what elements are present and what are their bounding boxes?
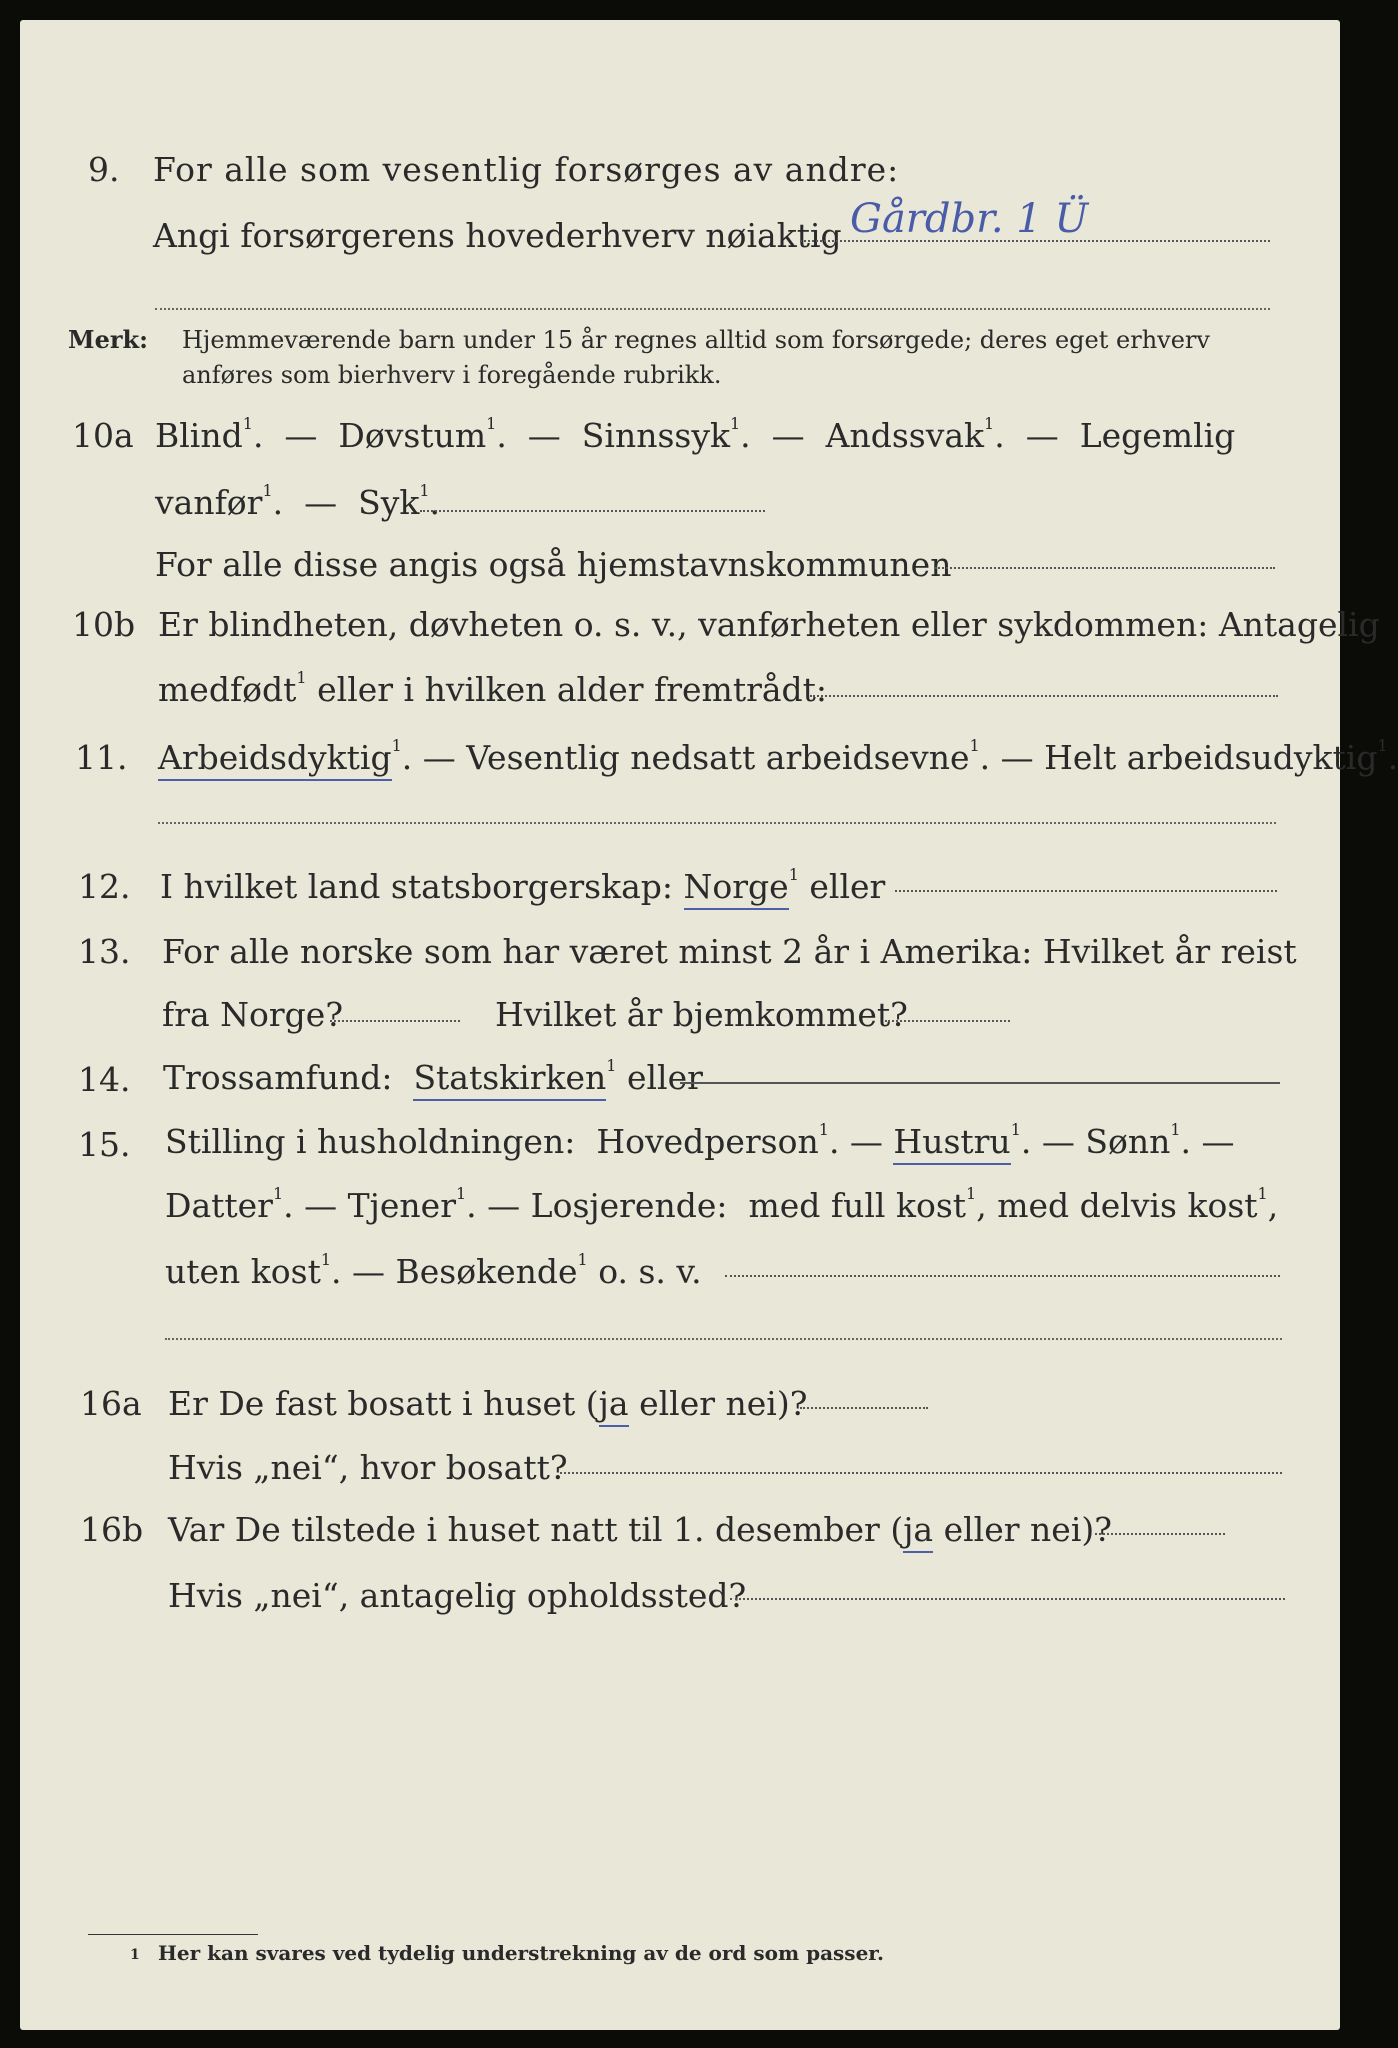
q10b-number: 10b (72, 605, 136, 644)
q9-number: 9. (88, 150, 120, 189)
q15-number: 15. (78, 1125, 131, 1164)
q16a-bosatt-line (560, 1472, 1282, 1474)
q9-line2: Angi forsørgerens hovederhverv nøiaktig (153, 216, 842, 255)
q12-line: I hvilket land statsborgerskap: Norge$^1$ eller (160, 867, 885, 907)
q10b-line2: medfødt$^1$ eller i hvilken alder fremtrådt: (158, 668, 828, 709)
q11-separator (158, 822, 1276, 824)
q10a-syk-line (420, 510, 765, 512)
merk-label: Merk: (68, 325, 148, 354)
q16b-line2: Hvis „nei“, antagelig opholdssted? (168, 1576, 747, 1615)
q10a-line3: For alle disse angis også hjemstavnskommunen (155, 545, 952, 584)
q13-hjemkommet: Hvilket år bjemkommet? (495, 995, 908, 1034)
q13-fra-norge: fra Norge? (162, 995, 344, 1034)
q9-separator (155, 308, 1270, 310)
q12-answer-line (895, 890, 1277, 892)
q16a-line1: Er De fast bosatt i huset (ja eller nei)? (168, 1384, 807, 1424)
footnote-rule (88, 1934, 258, 1935)
q10b-line1: Er blindheten, døvheten o. s. v., vanførheten eller sykdommen: Antagelig (158, 605, 1380, 644)
q14-number: 14. (78, 1060, 131, 1099)
q10b-answer-line (810, 695, 1278, 697)
q16a-answer-line (800, 1407, 928, 1409)
q11-line: Arbeidsdyktig$^1$. — Vesentlig nedsatt arbeidsevne$^1$. — Helt arbeidsudyktig$^1$. (158, 738, 1398, 778)
q14-line: Trossamfund: Statskirken$^1$ eller (163, 1058, 703, 1098)
q14-answer-line (680, 1082, 1280, 1084)
footnote-mark: 1 (130, 1947, 140, 1963)
q15-separator (165, 1338, 1282, 1340)
q10a-kommune-line (935, 567, 1275, 569)
q9-handwritten-answer: Gårdbr. 1 Ü (850, 196, 1089, 242)
q15-line3: uten kost$^1$. — Besøkende$^1$ o. s. v. (165, 1250, 702, 1291)
q12-number: 12. (78, 867, 131, 906)
q16b-answer-line (1095, 1533, 1225, 1535)
q15-line2: Datter$^1$. — Tjener$^1$. — Losjerende: med full kost$^1$, med delvis kost$^1$, (165, 1184, 1279, 1225)
q16a-number: 16a (80, 1384, 142, 1423)
q13-number: 13. (78, 932, 131, 971)
q11-number: 11. (75, 738, 128, 777)
q16b-number: 16b (80, 1510, 144, 1549)
q10a-line1: Blind$^1$. — Døvstum$^1$. — Sinnssyk$^1$. — Andssvak$^1$. — Legemlig (155, 414, 1236, 455)
q16b-line1: Var De tilstede i huset natt til 1. desember (ja eller nei)? (168, 1510, 1112, 1550)
q9-line1: For alle som vesentlig forsørges av andre: (153, 150, 900, 189)
q13-fra-line (330, 1020, 460, 1022)
q10a-number: 10a (72, 416, 134, 455)
q10a-line2: vanfør$^1$. — Syk$^1$. (155, 481, 441, 522)
q13-line1: For alle norske som har været minst 2 år i Amerika: Hvilket år reist (162, 932, 1297, 971)
q15-answer-line (725, 1275, 1280, 1277)
q13-hjemkommet-line (885, 1020, 1010, 1022)
merk-line2: anføres som bierhverv i foregående rubrikk. (182, 361, 722, 389)
q15-line1: Stilling i husholdningen: Hovedperson$^1$. — Hustru$^1$. — Sønn$^1$. — (165, 1122, 1235, 1162)
footnote-text: Her kan svares ved tydelig understrekning av de ord som passer. (158, 1941, 884, 1965)
q16b-opholdssted-line (730, 1598, 1285, 1600)
q16a-line2: Hvis „nei“, hvor bosatt? (168, 1448, 568, 1487)
merk-line1: Hjemmeværende barn under 15 år regnes alltid som forsørgede; deres eget erhverv (182, 326, 1210, 354)
